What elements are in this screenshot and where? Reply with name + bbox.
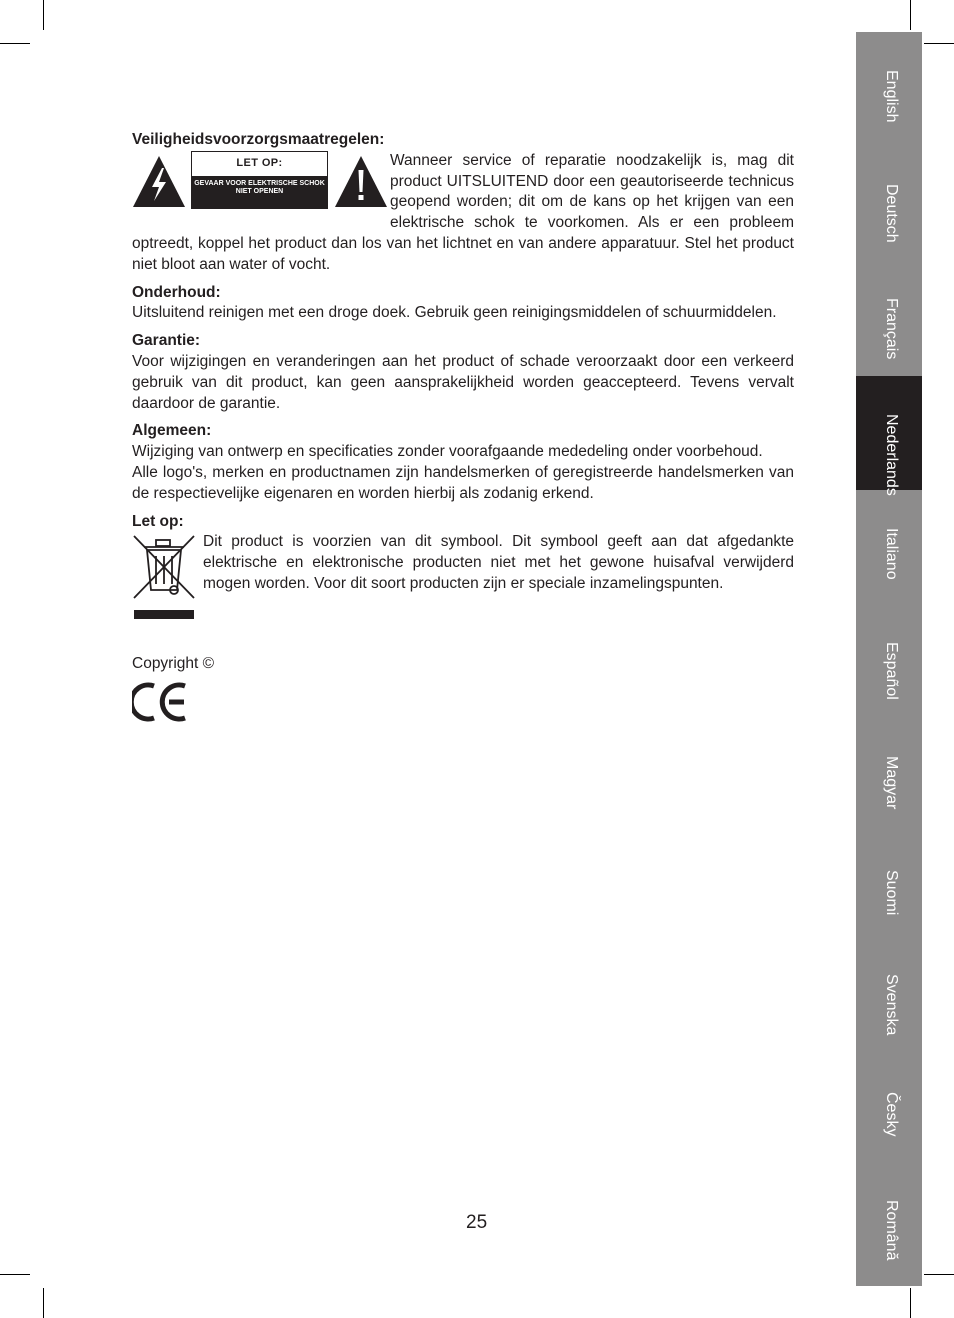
attention-heading: Let op: (132, 512, 184, 530)
crop-mark (924, 1274, 954, 1275)
tab-romana[interactable]: Română (883, 1200, 900, 1261)
crop-mark (43, 0, 44, 30)
tab-italiano[interactable]: Italiano (883, 528, 900, 580)
copyright-text: Copyright © (132, 655, 215, 673)
general-heading: Algemeen: (132, 422, 212, 440)
crop-mark (910, 0, 911, 30)
safety-block (132, 151, 794, 276)
maintenance-text: Uitsluitend reinigen met een droge doek. Gebruik geen reinigingsmiddelen of schuurmiddelen. (132, 304, 777, 322)
crossed-bin-icon (132, 532, 196, 624)
caution-label-warning: GEVAAR VOOR ELEKTRISCHE SCHOK NIET OPENEN (192, 176, 327, 208)
tab-cesky[interactable]: Česky (883, 1092, 900, 1137)
tab-espanol[interactable]: Español (883, 642, 900, 700)
crop-mark (910, 1288, 911, 1318)
warranty-heading: Garantie: (132, 332, 201, 350)
caution-label (191, 151, 328, 209)
tab-suomi[interactable]: Suomi (883, 870, 900, 916)
exclamation-warning-icon (334, 154, 388, 209)
crop-mark (0, 1274, 30, 1275)
ce-mark-icon (132, 681, 188, 723)
attention-block (132, 532, 794, 626)
crop-mark (0, 43, 30, 44)
crop-mark (924, 43, 954, 44)
general-text-design: Wijziging van ontwerp en specificaties zonder voorafgaande mededeling onder voorbehoud. (132, 443, 763, 461)
general-text-trademarks: Alle logo's, merken en productnamen zijn handelsmerken of geregistreerde handelsmerken van de respectievelijke eigenaren en worden hierbij als zodanig erkend. (132, 463, 794, 502)
page-number: 25 (466, 1212, 488, 1233)
caution-label-title: LET OP: (236, 156, 283, 169)
warranty-text: Voor wijzigingen en veranderingen aan het product of schade veroorzaakt door een verkeerd gebruik van dit product, kan geen aansprakelijkheid worden geaccepteerd. Tevens vervalt daardoor de garantie. (132, 352, 794, 412)
crop-mark (43, 1288, 44, 1318)
tab-francais[interactable]: Français (883, 298, 900, 360)
tab-svenska[interactable]: Svenska (883, 974, 900, 1036)
tab-nederlands[interactable]: Nederlands (856, 376, 922, 490)
safety-text: Wanneer service of reparatie noodzakelijk is, mag dit product UITSLUITEND door een geautoriseerde technicus geopend worden; dit om de kans op het krijgen van een elektrische schok te voorkomen. Als er een probleem optreedt, koppel het product dan los van het lichtnet en van andere apparatuur. Stel het product niet bloot aan water of vocht. (132, 151, 794, 273)
language-tab-bar (856, 32, 922, 1286)
tab-deutsch[interactable]: Deutsch (883, 184, 900, 243)
attention-text: Dit product is voorzien van dit symbool. Dit symbool geeft aan dat afgedankte elektrische en elektronische producten niet met het gewone huisafval verwijderd mogen worden. Voor dit soort producten zijn er speciale inzamelingspunten. (203, 533, 794, 592)
safety-heading: Veiligheidsvoorzorgsmaatregelen: (132, 131, 385, 148)
tab-english[interactable]: English (883, 70, 900, 123)
high-voltage-icon (132, 154, 186, 209)
safety-warning-graphic (132, 151, 390, 214)
manual-content (132, 130, 794, 723)
maintenance-heading: Onderhoud: (132, 283, 221, 301)
weee-symbol (132, 532, 203, 626)
tab-magyar[interactable]: Magyar (883, 756, 900, 810)
